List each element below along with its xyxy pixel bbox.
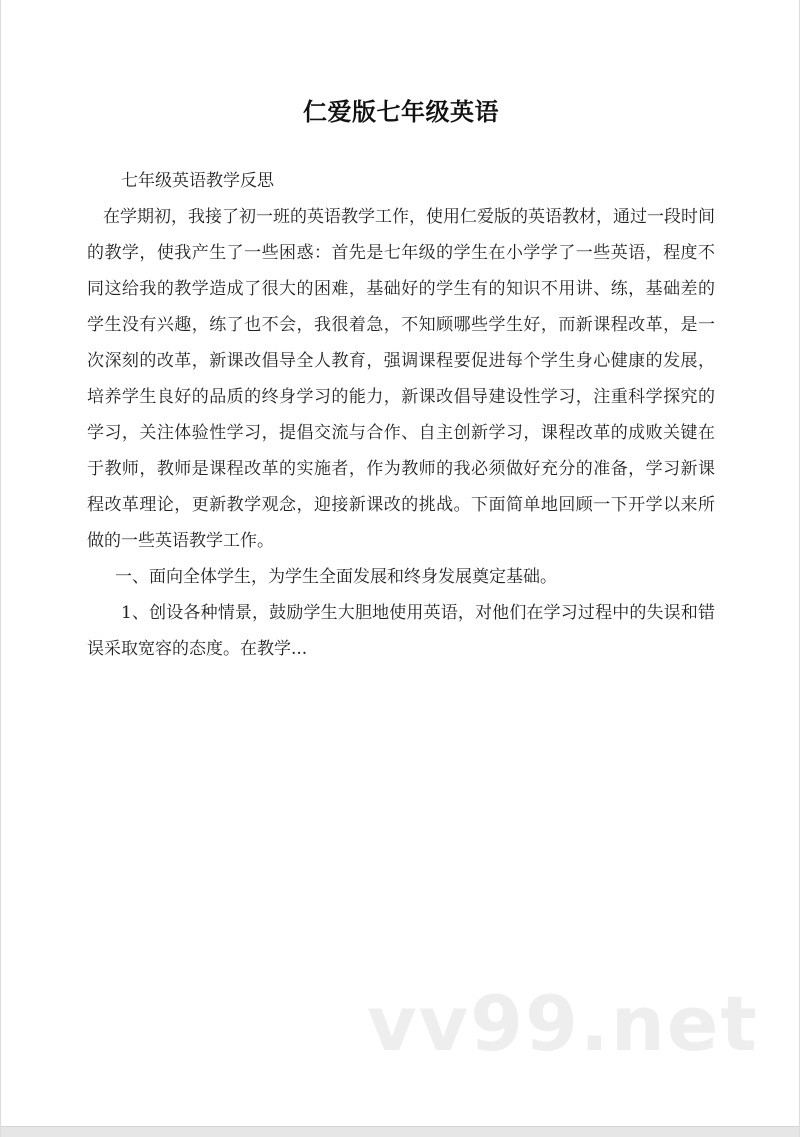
document-title: 仁爱版七年级英语 xyxy=(303,98,499,126)
page-bottom-edge xyxy=(1,1126,800,1137)
document-subtitle: 七年级英语教学反思 xyxy=(121,171,274,191)
paragraph-point-1: 1、创设各种情景，鼓励学生大胆地使用英语，对他们在学习过程中的失误和错误采取宽容的态度。在教学... xyxy=(87,603,715,659)
paragraph-section-heading: 一、面向全体学生，为学生全面发展和终身发展奠定基础。 xyxy=(115,567,557,587)
paragraph-intro: 在学期初，我接了初一班的英语教学工作，使用仁爱版的英语教材，通过一段时间的教学，使我产生了一些困惑：首先是七年级的学生在小学学了一些英语，程度不同这给我的教学造成了很大的困难，基础好的学生有的知识不用讲、练，基础差的学生没有兴趣，练了也不会，我很着急，不知顾哪些学生好，而新课程改革，是一次深刻的改革，新课改倡导全人教育，强调课程要促进每个学生身心健康的发展，培养学生良好的品质的终身学习的能力，新课改倡导建设性学习，注重科学探究的学习，关注体验性学习，提倡交流与合作、自主创新学习，课程改革的成败关键在于教师，教师是课程改革的实施者，作为教师的我必须做好充分的准备，学习新课程改革理论，更新教学观念，迎接新课改的挑战。下面简单地回顾一下开学以来所做的一些英语教学工作。 xyxy=(87,207,715,551)
document-body xyxy=(87,163,715,667)
site-watermark: vv99.net xyxy=(367,979,759,1068)
